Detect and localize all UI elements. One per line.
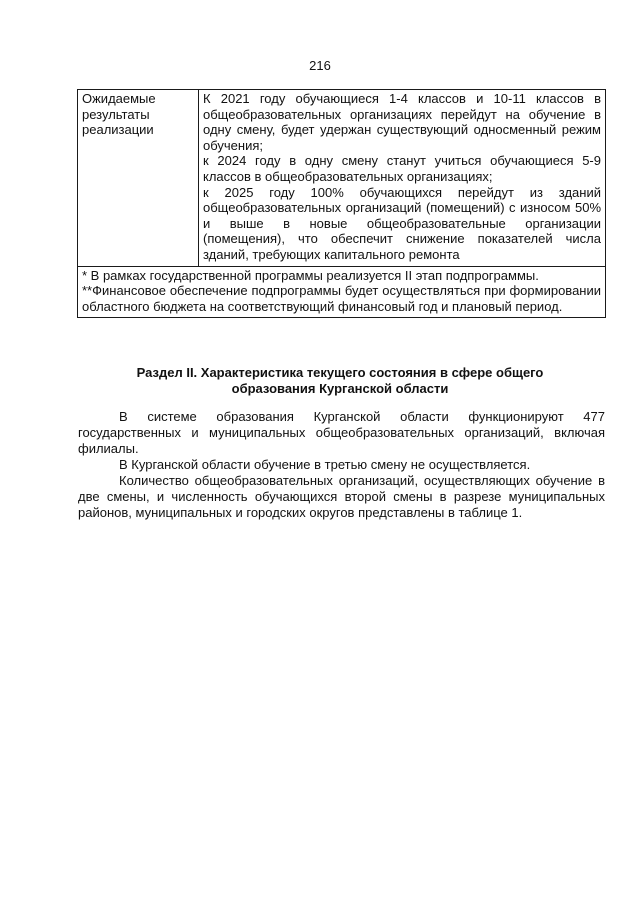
- notes-row: [78, 266, 606, 318]
- footnote: **Финансовое обеспечение подпрограммы будет осуществляться при формировании областного бюджета на соответствующий финансовый год и плановый период.: [82, 283, 601, 314]
- row-label: Ожидаемые результаты реализации: [78, 90, 199, 267]
- page-number: 216: [309, 58, 331, 73]
- notes-cell: [78, 266, 606, 318]
- paragraph: Количество общеобразовательных организаций, осуществляющих обучение в две смены, и численность обучающихся второй смены в разрезе муниципальных районов, муниципальных и городских округов представлены в таблице 1.: [78, 473, 605, 520]
- expected-results-table: [77, 89, 606, 318]
- paragraph: В системе образования Курганской области функционируют 477 государственных и муниципальных общеобразовательных организаций, включая филиалы.: [78, 409, 605, 456]
- footnote: * В рамках государственной программы реализуется II этап подпрограммы.: [82, 267, 539, 283]
- results-cell: [199, 90, 606, 267]
- paragraph: В Курганской области обучение в третью смену не осуществляется.: [119, 457, 531, 472]
- section-heading-line: образования Курганской области: [231, 381, 449, 396]
- result-item: к 2025 году 100% обучающихся перейдут из зданий общеобразовательных организаций (помещений) с износом 50% и выше в новые общеобразовательные организации (помещения), что обеспечит снижение показателей числа зданий, требующих капитального ремонта: [203, 184, 601, 262]
- section-heading-line: Раздел II. Характеристика текущего состояния в сфере общего: [136, 365, 544, 380]
- result-item: к 2024 году в одну смену станут учиться обучающиеся 5-9 классов в общеобразовательных организациях;: [203, 153, 601, 184]
- expected-results-row: [78, 90, 606, 267]
- result-item: К 2021 году обучающиеся 1-4 классов и 10-11 классов в общеобразовательных организациях перейдут на обучение в одну смену, будет удержан существующий односменный режим обучения;: [203, 91, 601, 153]
- section-heading: [90, 365, 590, 397]
- section-body: [78, 409, 605, 521]
